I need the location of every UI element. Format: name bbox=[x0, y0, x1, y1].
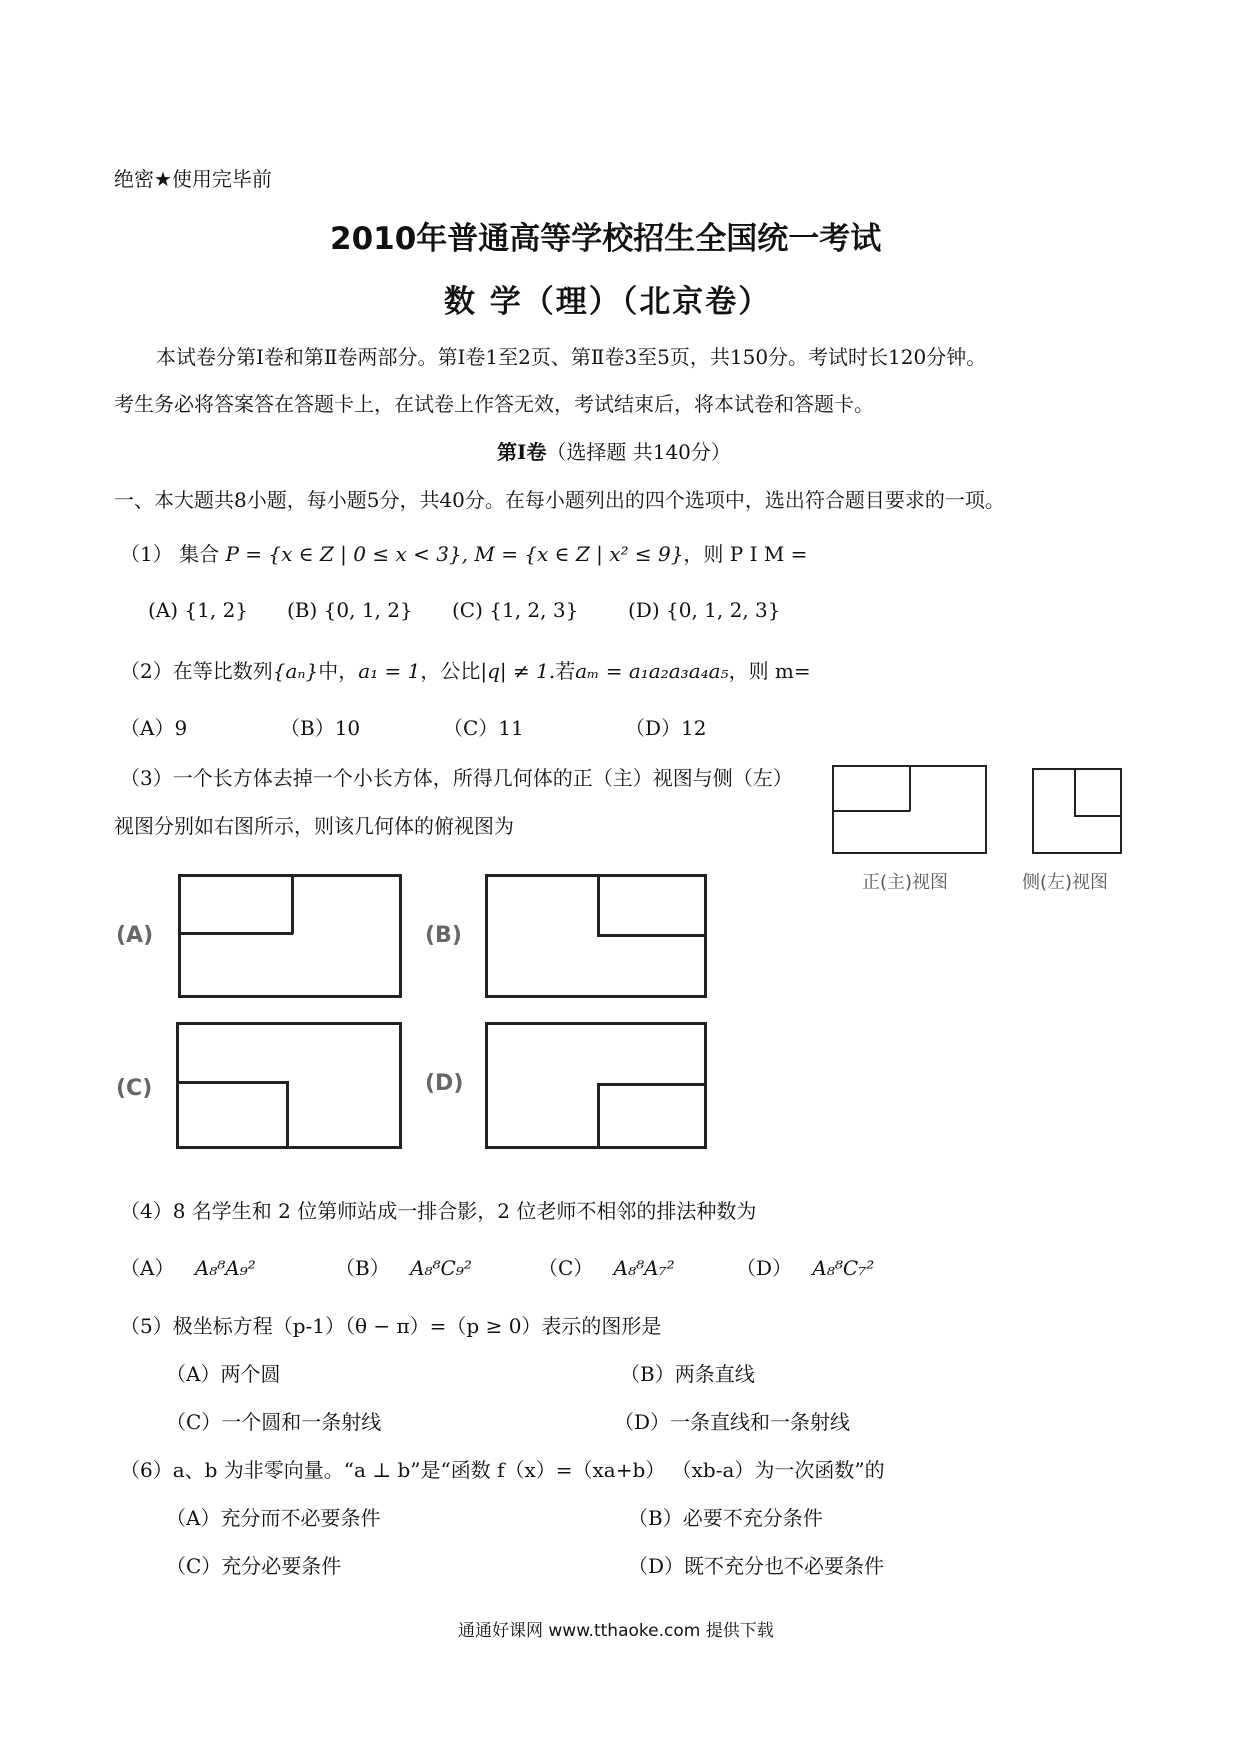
exam-title: 2010年普通高等学校招生全国统一考试 bbox=[330, 221, 882, 257]
section-heading-bold: 第Ⅰ卷 bbox=[497, 440, 547, 464]
side-view-caption: 侧(左)视图 bbox=[1022, 872, 1109, 893]
side-view-inner-v bbox=[1074, 768, 1076, 816]
q4-stem: （4）8 名学生和 2 位第师站成一排合影，2 位老师不相邻的排法种数为 bbox=[120, 1199, 757, 1223]
section-heading bbox=[497, 436, 731, 465]
q4-option-a-label: （A） bbox=[120, 1256, 175, 1280]
q1-stem bbox=[120, 538, 807, 567]
q2-option-d: （D）12 bbox=[625, 716, 707, 740]
q5-stem: （5）极坐标方程（p-1）（θ − π）=（p ≥ 0）表示的图形是 bbox=[120, 1314, 662, 1338]
side-view-figure bbox=[1032, 768, 1122, 854]
q5-option-d: （D）一条直线和一条射线 bbox=[614, 1410, 851, 1434]
q3-figure-d-inner-v bbox=[597, 1083, 600, 1149]
q1-option-a: (A) {1, 2} bbox=[148, 598, 249, 622]
q4-option-a bbox=[120, 1252, 256, 1281]
q5-option-c: （C）一个圆和一条射线 bbox=[166, 1410, 382, 1434]
footer-credit: 通通好课网 www.tthaoke.com 提供下载 bbox=[458, 1621, 774, 1641]
q3-figure-a bbox=[178, 874, 402, 998]
q3-figure-a-inner-h bbox=[178, 932, 293, 935]
intro-line-2: 考生务必将答案答在答题卡上，在试卷上作答无效，考试结束后，将本试卷和答题卡。 bbox=[114, 392, 874, 416]
q1-math: P = {x ∈ Z | 0 ≤ x < 3}, M = {x ∈ Z | x² ≤ 9} bbox=[225, 542, 684, 566]
q1-option-d: (D) {0, 1, 2, 3} bbox=[628, 598, 781, 622]
q5-option-a: （A）两个圆 bbox=[166, 1362, 281, 1386]
q2-cond1: a₁ = 1 bbox=[358, 659, 421, 683]
section-heading-rest: （选择题 共140分） bbox=[546, 440, 731, 464]
front-view-inner-h bbox=[832, 810, 910, 812]
q3-line-2: 视图分别如右图所示，则该几何体的俯视图为 bbox=[114, 814, 514, 838]
q2-option-b: （B）10 bbox=[280, 716, 361, 740]
q4-option-b-label: （B） bbox=[335, 1256, 390, 1280]
q4-option-c-label: （C） bbox=[538, 1256, 594, 1280]
q3-label-b: (B) bbox=[425, 923, 462, 948]
q6-option-a: （A）充分而不必要条件 bbox=[166, 1506, 381, 1530]
side-view-inner-h bbox=[1074, 815, 1122, 817]
q6-option-b: （B）必要不充分条件 bbox=[628, 1506, 823, 1530]
q2-prefix: （2）在等比数列 bbox=[120, 659, 273, 683]
exam-subtitle: 数 学（理）（北京卷） bbox=[444, 284, 772, 320]
q4-option-c-math: A₈⁸A₇² bbox=[613, 1256, 675, 1280]
q4-option-a-math: A₈⁸A₉² bbox=[194, 1256, 256, 1280]
q4-option-d bbox=[736, 1252, 874, 1281]
q2-option-c: （C）11 bbox=[443, 716, 524, 740]
q4-option-d-label: （D） bbox=[736, 1256, 793, 1280]
front-view-caption: 正(主)视图 bbox=[862, 872, 949, 893]
q1-option-b: (B) {0, 1, 2} bbox=[287, 598, 413, 622]
q3-figure-b-inner-h bbox=[597, 934, 707, 937]
q2-suffix: ，则 m= bbox=[728, 659, 811, 683]
q2-mid2: ，公比 bbox=[420, 659, 481, 683]
q2-cond3: aₘ = a₁a₂a₃a₄a₅ bbox=[575, 659, 729, 683]
q2-mid3: .若 bbox=[548, 659, 576, 683]
q3-label-d: (D) bbox=[425, 1071, 464, 1096]
q6-option-c: （C）充分必要条件 bbox=[166, 1554, 342, 1578]
section-instruction: 一、本大题共8小题，每小题5分，共40分。在每小题列出的四个选项中，选出符合题目要求的一项。 bbox=[114, 488, 1005, 512]
q3-figure-b-inner-v bbox=[597, 874, 600, 936]
q3-label-c: (C) bbox=[116, 1076, 153, 1101]
q3-figure-c bbox=[176, 1022, 402, 1149]
q3-figure-c-inner-v bbox=[286, 1081, 289, 1149]
q2-seq: {aₙ} bbox=[272, 659, 319, 683]
q1-suffix: ，则 P I M = bbox=[683, 542, 808, 566]
q4-option-b-math: A₈⁸C₉² bbox=[410, 1256, 472, 1280]
q3-figure-c-inner-h bbox=[176, 1081, 288, 1084]
q3-figure-d-inner-h bbox=[597, 1083, 707, 1086]
q4-option-d-math: A₈⁸C₇² bbox=[812, 1256, 875, 1280]
q2-option-a: （A）9 bbox=[120, 716, 188, 740]
q6-option-d: （D）既不充分也不必要条件 bbox=[628, 1554, 885, 1578]
q5-option-b: （B）两条直线 bbox=[620, 1362, 755, 1386]
intro-line-1: 本试卷分第Ⅰ卷和第Ⅱ卷两部分。第Ⅰ卷1至2页、第Ⅱ卷3至5页，共150分。考试时长120分钟。 bbox=[156, 345, 987, 369]
q3-line-1: （3）一个长方体去掉一个小长方体，所得几何体的正（主）视图与侧（左） bbox=[120, 766, 793, 790]
q3-figure-a-inner-v bbox=[291, 874, 294, 934]
front-view-inner-v bbox=[909, 765, 911, 811]
q2-mid: 中， bbox=[318, 659, 359, 683]
q3-label-a: (A) bbox=[116, 923, 154, 948]
q4-option-b bbox=[335, 1252, 472, 1281]
confidential-mark: 绝密★使用完毕前 bbox=[114, 167, 272, 191]
q4-option-c bbox=[538, 1252, 675, 1281]
q1-prefix: （1） 集合 bbox=[120, 542, 220, 566]
q1-option-c: (C) {1, 2, 3} bbox=[452, 598, 579, 622]
q6-stem: （6）a、b 为非零向量。“a ⊥ b”是“函数 f（x）=（xa+b） （xb-a）为一次函数”的 bbox=[120, 1458, 885, 1482]
q2-cond2: |q| ≠ 1 bbox=[480, 659, 549, 683]
q2-stem bbox=[120, 655, 811, 684]
